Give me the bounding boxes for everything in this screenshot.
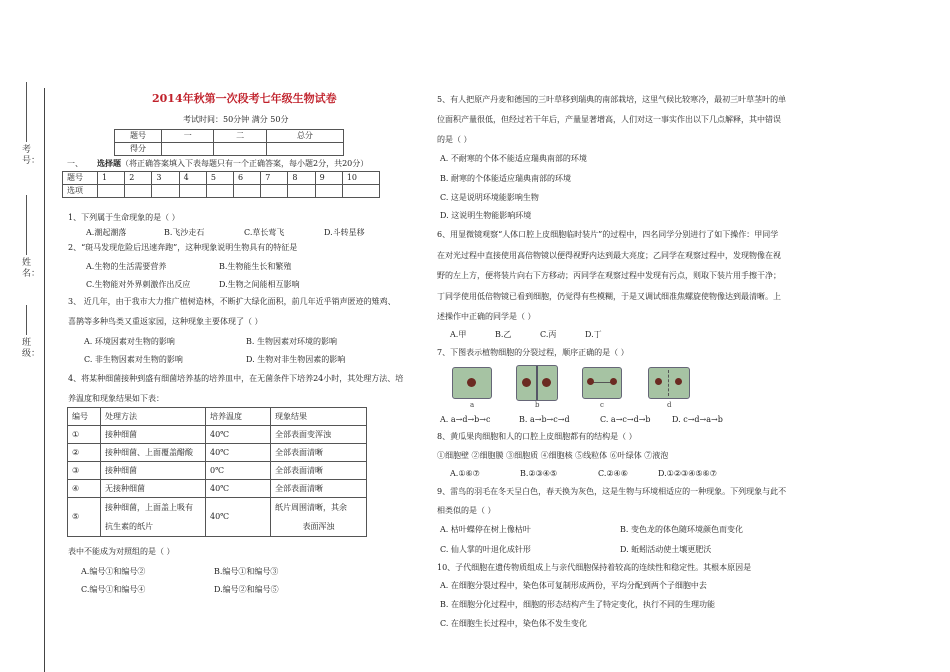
q7-option-a: A. a→d→b→c	[440, 415, 491, 424]
chromosome-line	[592, 382, 612, 383]
question-6-line5: 述操作中正确的同学是（ ）	[437, 312, 536, 321]
answer-cell[interactable]	[152, 185, 179, 198]
q3-option-d: D. 生物对非生物因素的影响	[246, 355, 346, 364]
question-4-line2: 养温度和现象结果如下表：	[68, 394, 164, 403]
answer-header-row	[63, 172, 380, 185]
question-7: 7、下图表示植物细胞的分裂过程，顺序正确的是（ ）	[437, 348, 629, 357]
q7-option-c: C. a→c→d→b	[600, 415, 651, 424]
q3-option-a: A. 环境因素对生物的影响	[84, 337, 175, 346]
score-cell[interactable]	[266, 143, 343, 156]
answer-header-cell: 7	[261, 172, 288, 185]
question-5-line3: 的是（ ）	[437, 135, 472, 144]
q4-header-cell: 编号	[68, 408, 101, 426]
section1-instructions: （将正确答案填入下表每题只有一个正确答案，每小题2分，共20分）	[121, 159, 369, 168]
q10-option-a: A. 在细胞分裂过程中，染色体可复制形成两份，平均分配到两个子细胞中去	[440, 581, 707, 590]
question-9-line2: 相类似的是（ ）	[437, 506, 496, 515]
q8-items: ①细胞壁 ②细胞膜 ③细胞质 ④细胞核 ⑤线粒体 ⑥叶绿体 ⑦液泡	[437, 451, 669, 460]
q4-option-d: D.编号②和编号⑤	[214, 585, 279, 594]
answer-header-cell: 4	[179, 172, 206, 185]
answer-header-cell: 2	[125, 172, 152, 185]
q9-option-b: B. 变色龙的体色随环境颜色而变化	[620, 525, 743, 534]
q4-cell-multiline	[101, 498, 206, 537]
q1-option-d: D.斗转星移	[324, 228, 365, 237]
q8-option-d: D.①②③④⑤⑥⑦	[658, 469, 717, 478]
question-8: 8、黄瓜果肉细胞和人的口腔上皮细胞都有的结构是（ ）	[437, 432, 637, 441]
q1-option-c: C.草长莺飞	[244, 228, 285, 237]
q4-cell: 接种细菌	[101, 462, 206, 480]
question-3-line1: 3、 近几年，由于我市大力推广植树造林，不断扩大绿化面积，前几年近乎销声匿迹的雉鸡、	[68, 297, 396, 306]
score-cell[interactable]	[162, 143, 214, 156]
q4-cell: ①	[68, 426, 101, 444]
q5-option-d: D. 这说明生物能影响环境	[440, 211, 532, 220]
q4-row-1	[68, 426, 367, 444]
nucleus	[675, 378, 682, 385]
cell-b	[516, 365, 558, 401]
q1-option-a: A.潮起潮落	[86, 228, 127, 237]
cell-plate	[668, 370, 670, 396]
q9-option-c: C. 仙人掌的叶退化成针形	[440, 545, 531, 554]
q4-cell: 接种细菌、上面覆盖醋酸	[101, 444, 206, 462]
cell-wall-divider	[536, 366, 538, 400]
answer-cell[interactable]	[342, 185, 379, 198]
answer-cell[interactable]	[261, 185, 288, 198]
q4-cell-line: 表面浑浊	[302, 522, 335, 531]
answer-header-cell: 9	[315, 172, 342, 185]
name-label: 姓名：	[22, 258, 41, 279]
q4-data-table	[67, 407, 367, 537]
q7-option-d: D. c→d→a→b	[672, 415, 723, 424]
answer-header-cell: 1	[98, 172, 125, 185]
score-row-values	[115, 143, 344, 156]
q2-option-d: D.生物之间能相互影响	[219, 280, 300, 289]
answer-header-cell: 题号	[63, 172, 98, 185]
answer-header-cell: 10	[342, 172, 379, 185]
cell-c	[582, 367, 622, 399]
nucleus	[522, 378, 531, 387]
q5-option-b: B. 耐寒的个体能适应瑞典南部的环境	[440, 174, 571, 183]
fig-label-b: b	[535, 401, 540, 409]
answer-header-cell: 6	[234, 172, 261, 185]
question-1: 1、下列属于生命现象的是（ ）	[68, 213, 180, 222]
q8-option-c: C.②④⑥	[598, 469, 628, 478]
q4-cell: 接种细菌	[101, 426, 206, 444]
q4-option-b: B.编号①和编号③	[214, 567, 279, 576]
answer-table	[62, 171, 380, 198]
q4-option-a: A.编号①和编号②	[81, 567, 146, 576]
exam-no-line	[26, 82, 27, 142]
answer-row	[63, 185, 380, 198]
q3-option-c: C. 非生物因素对生物的影响	[84, 355, 183, 364]
fig-label-d: d	[667, 401, 672, 409]
question-5-line2: 位面积产量很低，但经过若干年后，产量显著增高，人们对这一事实作出以下几点解释，其中错误	[437, 115, 781, 124]
q4-cell: 全部表面清晰	[271, 444, 367, 462]
q2-option-a: A.生物的生活需要营养	[86, 262, 167, 271]
q9-option-d: D. 蚯蚓活动使土壤更肥沃	[620, 545, 712, 554]
question-4-line1: 4、将某种细菌接种到盛有细菌培养基的培养皿中，在无菌条件下培养24小时，其处理方法、培	[68, 374, 404, 383]
score-cell: 二	[214, 130, 266, 143]
score-cell: 总分	[266, 130, 343, 143]
question-3-line2: 喜鹊等多种鸟类又重返家园，这种现象主要体现了（ ）	[68, 317, 263, 326]
q4-cell: ③	[68, 462, 101, 480]
q5-option-c: C. 这是说明环境能影响生物	[440, 193, 539, 202]
q4-cell: 40℃	[206, 480, 271, 498]
q4-cell: ④	[68, 480, 101, 498]
q4-row-3	[68, 462, 367, 480]
q2-option-c: C.生物能对外界刺激作出反应	[86, 280, 191, 289]
question-4-tail: 表中不能成为对照组的是（ ）	[68, 547, 175, 556]
answer-row-label: 选项	[63, 185, 98, 198]
q2-option-b: B.生物能生长和繁殖	[219, 262, 292, 271]
q4-cell: 40℃	[206, 426, 271, 444]
score-cell: 题号	[115, 130, 162, 143]
exam-title: 2014年秋第一次段考七年级生物试卷	[152, 92, 337, 105]
nucleus	[610, 378, 617, 385]
q4-header-cell: 现象结果	[271, 408, 367, 426]
q4-header-row	[68, 408, 367, 426]
q9-option-a: A. 枯叶蝶停在树上像枯叶	[440, 525, 531, 534]
q6-option-c: C.丙	[540, 330, 557, 339]
cell-a	[452, 367, 492, 399]
q4-cell: 全部表面清晰	[271, 462, 367, 480]
score-row-header	[115, 130, 344, 143]
section1-heading	[67, 158, 368, 169]
q4-cell: ②	[68, 444, 101, 462]
answer-header-cell: 8	[288, 172, 315, 185]
score-cell: 得分	[115, 143, 162, 156]
name-line	[26, 195, 27, 255]
question-9-line1: 9、雷鸟的羽毛在冬天呈白色，春天换为灰色，这是生物与环境相适应的一种现象。下列现象与此不	[437, 487, 787, 496]
fig-label-c: c	[600, 401, 604, 409]
answer-cell[interactable]	[288, 185, 315, 198]
class-label: 班级：	[22, 338, 41, 359]
q4-cell-line: 抗生素的纸片	[105, 522, 153, 531]
question-6-line2: 在对光过程中直接使用高倍物镜以便得视野内达到最大亮度；乙同学在观察过程中，发现物像在视	[437, 251, 781, 260]
q4-cell: 无接种细菌	[101, 480, 206, 498]
answer-cell[interactable]	[206, 185, 233, 198]
score-cell: 一	[162, 130, 214, 143]
q8-option-b: B.②③④⑤	[520, 469, 558, 478]
q10-option-b: B. 在细胞分化过程中，细胞的形态结构产生了特定变化，执行不同的生理功能	[440, 600, 715, 609]
q4-row-5	[68, 498, 367, 537]
binding-line	[44, 88, 45, 672]
q4-row-2	[68, 444, 367, 462]
q5-option-a: A. 不耐寒的个体不能适应瑞典南部的环境	[440, 154, 587, 163]
exam-subtitle: 考试时间：50分钟 满分 50分	[183, 115, 289, 124]
class-line	[26, 305, 27, 335]
answer-header-cell: 5	[206, 172, 233, 185]
q4-cell: 0℃	[206, 462, 271, 480]
nucleus	[587, 378, 594, 385]
q4-header-cell: 处理方法	[101, 408, 206, 426]
q1-option-b: B.飞沙走石	[164, 228, 205, 237]
nucleus	[655, 378, 662, 385]
score-table	[114, 129, 344, 156]
q4-row-4	[68, 480, 367, 498]
q4-header-cell: 培养温度	[206, 408, 271, 426]
question-10: 10、子代细胞在遗传物质组成上与亲代细胞保持着较高的连续性和稳定性。其根本原因是	[437, 563, 752, 572]
answer-cell[interactable]	[98, 185, 125, 198]
q8-option-a: A.①⑥⑦	[450, 469, 480, 478]
question-5-line1: 5、有人把原产丹麦和德国的三叶草移到瑞典的南部栽培，这里气候比较寒冷，最初三叶草茎叶的单	[437, 95, 787, 104]
answer-cell[interactable]	[125, 185, 152, 198]
q7-option-b: B. a→b→c→d	[519, 415, 570, 424]
answer-header-cell: 3	[152, 172, 179, 185]
nucleus	[467, 378, 476, 387]
q4-cell: 全部表面变浑浊	[271, 426, 367, 444]
section1-bold: 选择题	[97, 158, 121, 168]
q10-option-c: C. 在细胞生长过程中，染色体不发生变化	[440, 619, 587, 628]
section1-number: 一、	[67, 159, 83, 168]
q4-cell: 40℃	[206, 444, 271, 462]
answer-cell[interactable]	[315, 185, 342, 198]
exam-no-label: 考号：	[22, 145, 41, 166]
q6-option-a: A.甲	[450, 330, 467, 339]
q4-cell: ⑤	[68, 498, 101, 537]
cell-d	[648, 367, 690, 399]
fig-label-a: a	[470, 401, 475, 409]
question-6-line4: 丁同学使用低倍物镜已看到细胞，仍觉得有些模糊，于是又调试细准焦螺旋使物像达到最清晰。上	[437, 292, 781, 301]
question-6-line3: 野的左上方，便将装片向右下方移动；丙同学在观察过程中发现有污点，则取下装片用手擦干净；	[437, 271, 781, 280]
q4-cell-multiline	[271, 498, 367, 537]
q4-cell-line: 纸片周围清晰，其余	[275, 503, 347, 512]
q4-cell: 40℃	[206, 498, 271, 537]
q4-cell-line: 接种细菌，上面盖上吸有	[105, 503, 193, 512]
score-cell[interactable]	[214, 143, 266, 156]
q4-option-c: C.编号①和编号④	[81, 585, 146, 594]
question-2: 2、“斑马发现危险后迅速奔跑”，这种现象说明生物具有的特征是	[68, 243, 298, 252]
answer-cell[interactable]	[234, 185, 261, 198]
answer-cell[interactable]	[179, 185, 206, 198]
q3-option-b: B. 生物因素对环境的影响	[246, 337, 337, 346]
q4-cell: 全部表面清晰	[271, 480, 367, 498]
question-6-line1: 6、用显微镜观察“人体口腔上皮细胞临时装片”的过程中，四名同学分别进行了如下操作：甲同学	[437, 230, 779, 239]
nucleus	[542, 378, 551, 387]
q6-option-b: B.乙	[495, 330, 512, 339]
q6-option-d: D.丁	[585, 330, 602, 339]
